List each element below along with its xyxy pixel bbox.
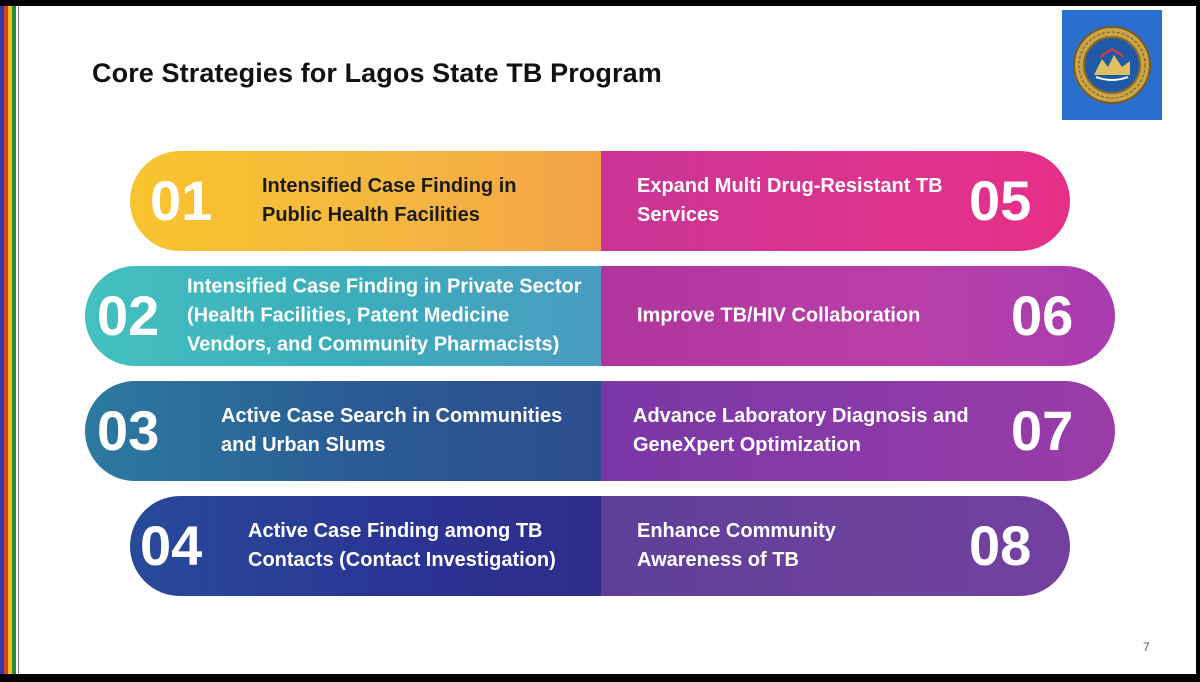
strategy-number: 02 (97, 284, 160, 347)
strategy-05 (601, 151, 1070, 251)
strategy-02 (85, 266, 601, 366)
strategy-text: Active Case Finding among TB Contacts (Contact Investigation) (248, 520, 556, 571)
strategy-row-4 (130, 496, 1070, 596)
strategy-text: Intensified Case Finding in Private Sector (Health Facilities, Patent Medicine Vendors, and Community Pharmacists) (187, 275, 582, 356)
strategy-number: 04 (140, 514, 203, 577)
strategy-04 (130, 496, 601, 596)
strategy-number: 06 (1011, 284, 1074, 347)
strategy-01 (130, 151, 601, 251)
strategy-number: 01 (150, 169, 213, 232)
lagos-state-seal-icon (1072, 25, 1152, 105)
strategy-number: 08 (969, 514, 1032, 577)
strategy-08 (601, 496, 1070, 596)
strategy-text: Improve TB/HIV Collaboration (637, 304, 921, 327)
strategy-number: 07 (1011, 399, 1074, 462)
strategy-text: Active Case Search in Communities and Urban Slums (221, 405, 563, 456)
strategy-number: 03 (97, 399, 160, 462)
page-number: 7 (1143, 640, 1150, 654)
strategy-text: Intensified Case Finding in Public Health Facilities (262, 175, 517, 226)
strategy-07 (601, 381, 1115, 481)
slide-title: Core Strategies for Lagos State TB Program (92, 58, 662, 88)
logo (1062, 10, 1162, 120)
slide (0, 6, 1196, 674)
side-stripes (0, 6, 19, 674)
strategy-03 (85, 381, 601, 481)
strategy-row-1 (130, 151, 1070, 251)
strategy-row-2 (85, 266, 1115, 366)
strategy-row-3 (85, 381, 1115, 481)
strategy-number: 05 (969, 169, 1032, 232)
strategy-text: Enhance Community Awareness of TB (637, 520, 836, 571)
strategy-text: Advance Laboratory Diagnosis and GeneXpert Optimization (633, 405, 969, 456)
strategy-text: Expand Multi Drug-Resistant TB Services (637, 175, 943, 226)
strategy-06 (601, 266, 1115, 366)
